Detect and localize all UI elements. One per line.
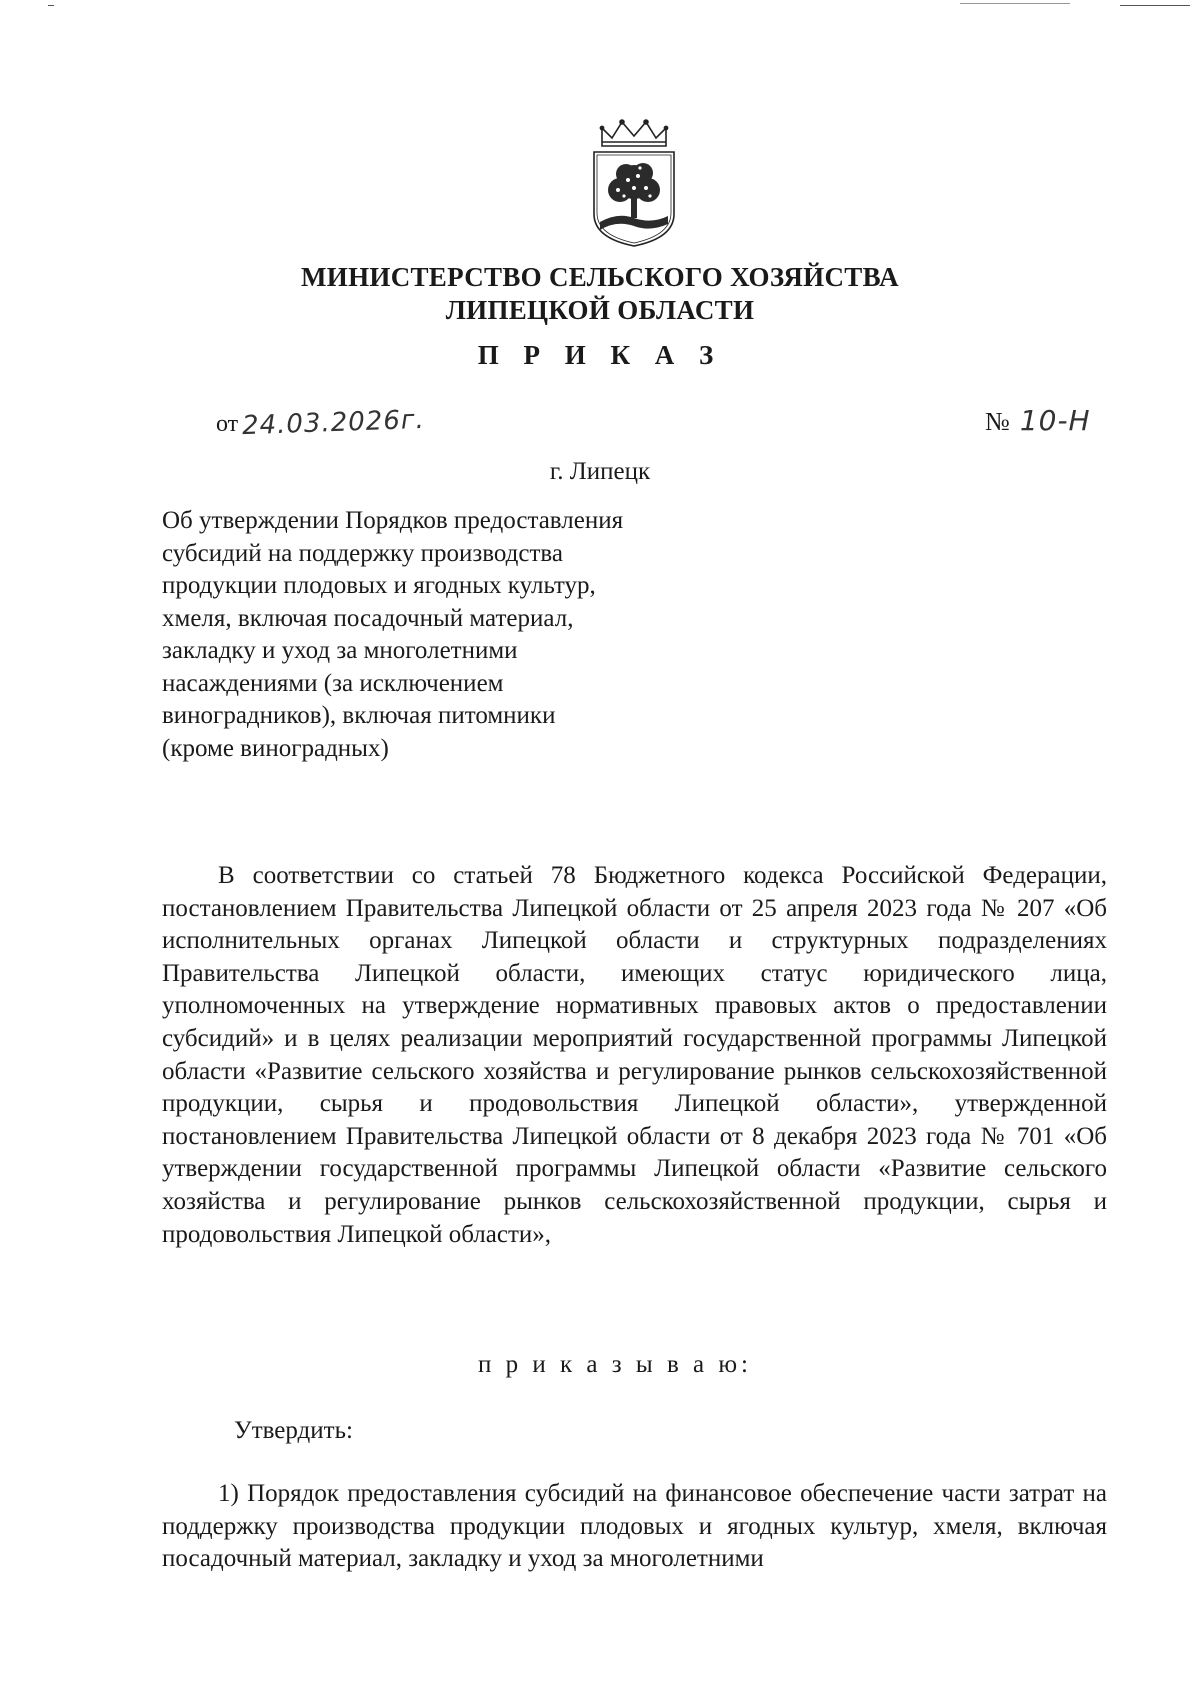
number-prefix: № — [985, 407, 1010, 436]
subject-line: хмеля, включая посадочный материал, — [162, 604, 574, 632]
decree-word: п р и к а з ы в а ю: — [478, 1351, 752, 1378]
scan-edge-mark — [960, 3, 1070, 4]
date-prefix: от — [216, 411, 239, 437]
ministry-name-line2: ЛИПЕЦКОЙ ОБЛАСТИ — [445, 295, 755, 325]
preamble-paragraph: В соответствии со статьей 78 Бюджетного кодекса Российской Федерации, постановлением Правительства Липецкой области от 25 апреля 2023 года № 207 «Об исполнительных органах Липецкой области и структурных подразделениях Правительства Липецкой области, имеющих статус юридического лица, уполномоченных на утверждение нормативных правовых актов о предоставлении субсидий» и в целях реализации мероприятий государственной программы Липецкой области «Развитие сельского хозяйства и регулирование рынков сельскохозяйственной продукции, сырья и продовольствия Липецкой области», утвержденной постановлением Правительства Липецкой области от 8 декабря 2023 года № 701 «Об утверждении государственной программы Липецкой области «Развитие сельского хозяйства и регулирование рынков сельскохозяйственной продукции, сырья и продовольствия Липецкой области», — [162, 862, 1107, 1248]
subject-line: насаждениями (за исключением — [162, 669, 504, 697]
coat-of-arms-icon — [588, 118, 680, 250]
subject-line: субсидий на поддержку производства — [162, 539, 563, 567]
city: г. Липецк — [549, 458, 651, 485]
list-item: 1) Порядок предоставления субсидий на финансовое обеспечение части затрат на поддержку производства продукции плодовых и ягодных культур, хмеля, включая посадочный материал, закладку и уход за многолетними — [162, 1480, 1107, 1573]
order-number — [985, 404, 1091, 437]
handwritten-date: 24.03.2026г. — [241, 404, 426, 442]
ministry-name-line1: МИНИСТЕРСТВО СЕЛЬСКОГО ХОЗЯЙСТВА — [301, 262, 899, 292]
order-title: П Р И К А З — [477, 340, 723, 370]
handwritten-number: 10-Н — [1019, 404, 1091, 437]
scan-edge-mark — [48, 5, 54, 6]
order-date — [216, 404, 426, 442]
subject-line: (кроме виноградных) — [162, 734, 389, 762]
scan-edge-mark — [1120, 5, 1190, 6]
subject-line: закладку и уход за многолетними — [162, 637, 518, 664]
subject-line: виноградников), включая питомники — [162, 702, 556, 729]
approve-label: Утвердить: — [234, 1417, 353, 1444]
subject-line: продукции плодовых и ягодных культур, — [162, 572, 596, 599]
order-subject — [162, 505, 722, 765]
subject-line: Об утверждении Порядков предоставления — [162, 507, 624, 534]
